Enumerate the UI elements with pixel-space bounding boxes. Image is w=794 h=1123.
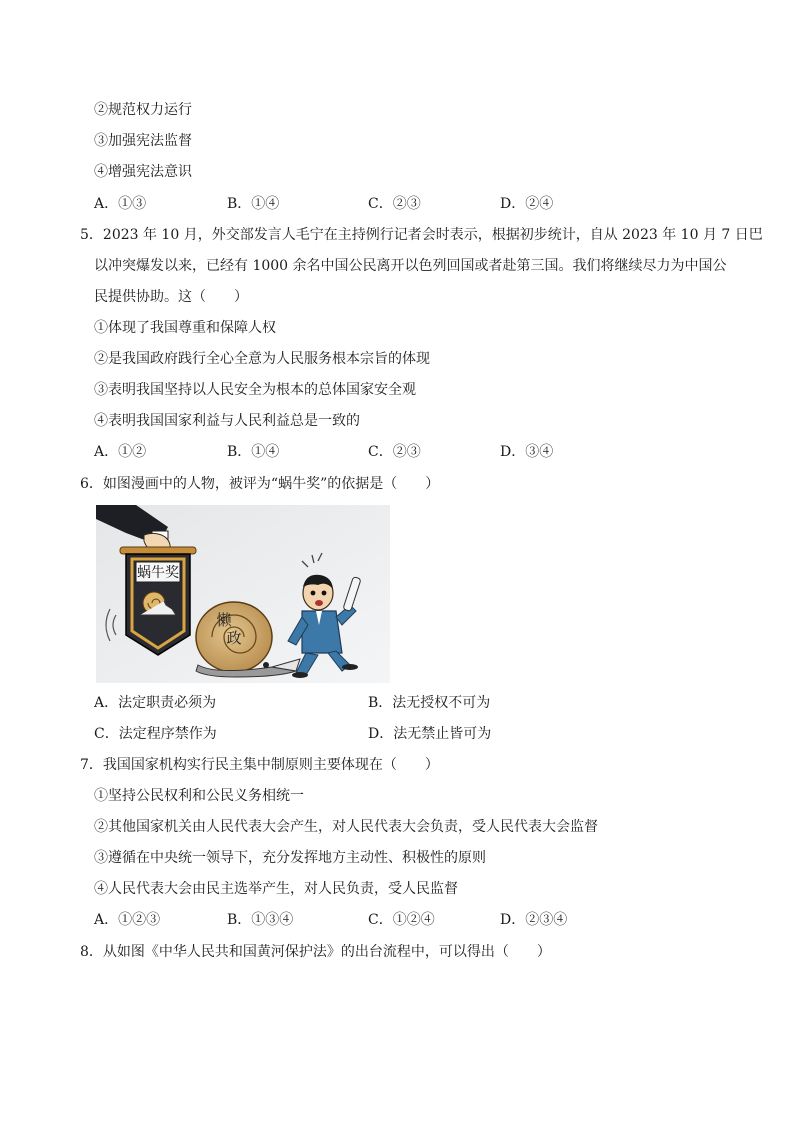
q7-item-2: ②其他国家机关由人民代表大会产生，对人民代表大会负责，受人民代表大会监督 [94, 819, 598, 835]
q7-option-c[interactable]: C．①②④ [368, 912, 435, 928]
q7-item-1: ①坚持公民权利和公民义务相统一 [94, 788, 304, 804]
q6-option-b[interactable]: B．法无授权不可为 [368, 695, 491, 711]
q4-option-c[interactable]: C．②③ [368, 196, 421, 212]
q6-option-d[interactable]: D．法无禁止皆可为 [368, 726, 492, 742]
q8-stem: 8．从如图《中华人民共和国黄河保护法》的出台流程中，可以得出（ ） [80, 944, 551, 960]
q6-option-a[interactable]: A．法定职责必须为 [94, 695, 217, 711]
q7-stem: 7．我国国家机构实行民主集中制原则主要体现在（ ） [80, 757, 439, 773]
q5-option-c[interactable]: C．②③ [368, 444, 421, 460]
q5-stem-line-3: 民提供协助。这（ ） [94, 289, 248, 305]
q6-stem: 6．如图漫画中的人物，被评为“蜗牛奖”的依据是（ ） [80, 476, 440, 492]
q7-option-d[interactable]: D．②③④ [500, 912, 568, 928]
q5-option-a[interactable]: A．①② [94, 444, 147, 460]
q4-item-4: ④增强宪法意识 [94, 164, 192, 180]
q5-option-b[interactable]: B．①④ [227, 444, 280, 460]
q4-option-d[interactable]: D．②④ [500, 196, 554, 212]
banner-label: 蜗牛奖 [137, 565, 179, 581]
q4-item-2: ②规范权力运行 [94, 102, 192, 118]
q5-option-d[interactable]: D．③④ [500, 444, 554, 460]
q5-item-1: ①体现了我国尊重和保障人权 [94, 320, 276, 336]
shell-char-government: 政 [226, 629, 242, 647]
banner-pole [120, 547, 196, 554]
q7-item-4: ④人民代表大会由民主选举产生，对人民负责，受人民监督 [94, 881, 458, 897]
q5-item-3: ③表明我国坚持以人民安全为根本的总体国家安全观 [94, 382, 416, 398]
shell-char-lazy: 懒 [216, 611, 232, 629]
q7-item-3: ③遵循在中央统一领导下，充分发挥地方主动性、积极性的原则 [94, 850, 486, 866]
q4-option-b[interactable]: B．①④ [227, 196, 280, 212]
q5-stem-line-2: 以冲突爆发以来，已经有 1000 余名中国公民离开以色列回国或者赴第三国。我们将继续尽力为中国公 [94, 258, 727, 274]
snail-award-comic [96, 505, 390, 683]
snail-award-banner [126, 554, 190, 655]
q5-item-2: ②是我国政府践行全心全意为人民服务根本宗旨的体现 [94, 351, 430, 367]
q5-stem-line-1: 5．2023 年 10 月，外交部发言人毛宁在主持例行记者会时表示，根据初步统计，自从 2023 年 10 月 7 日巴 [80, 227, 763, 243]
q7-option-b[interactable]: B．①③④ [227, 912, 294, 928]
q4-option-a[interactable]: A．①③ [94, 196, 147, 212]
q6-option-c[interactable]: C．法定程序禁作为 [94, 726, 217, 742]
q7-option-a[interactable]: A．①②③ [94, 912, 161, 928]
q5-item-4: ④表明我国国家利益与人民利益总是一致的 [94, 413, 360, 429]
q4-item-3: ③加强宪法监督 [94, 133, 192, 149]
